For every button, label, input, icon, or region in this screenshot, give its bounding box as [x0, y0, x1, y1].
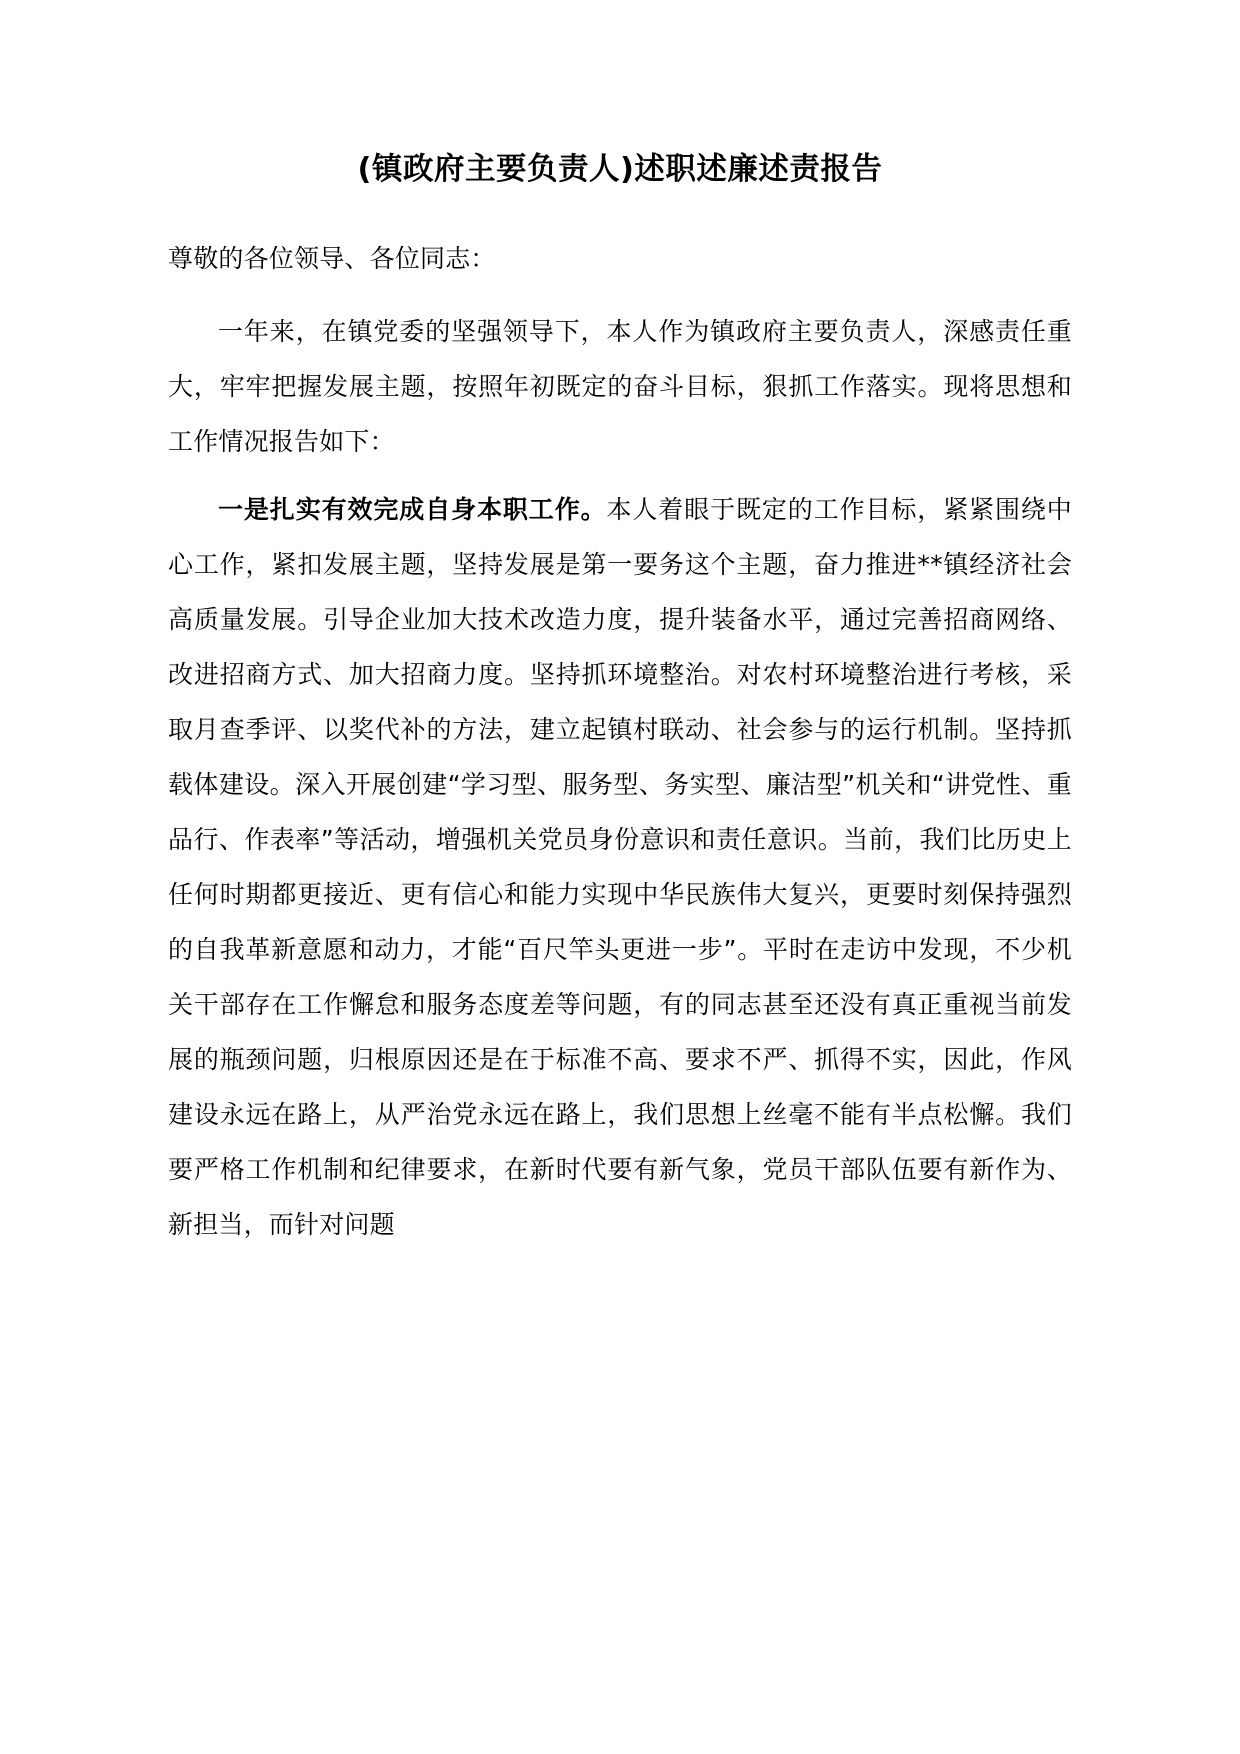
page-title: (镇政府主要负责人)述职述廉述责报告 — [357, 152, 883, 187]
salutation-line: 尊敬的各位领导、各位同志： — [168, 243, 496, 273]
paragraph-intro: 一年来，在镇党委的坚强领导下，本人作为镇政府主要负责人，深感责任重大，牢牢把握发展主题，按照年初既定的奋斗目标，狠抓工作落实。现将思想和工作情况报告如下： — [168, 316, 1072, 456]
section-one-lead: 一是扎实有效完成自身本职工作。 — [218, 494, 607, 524]
paragraph-section-one — [168, 469, 1072, 1252]
document-body — [168, 0, 1072, 1252]
section-one-text: 本人着眼于既定的工作目标，紧紧围绕中心工作，紧扣发展主题，坚持发展是第一要务这个主题，奋力推进**镇经济社会高质量发展。引导企业加大技术改造力度，提升装备水平，通过完善招商网络、改进招商方式、加大招商力度。坚持抓环境整治。对农村环境整治进行考核，采取月查季评、以奖代补的方法，建立起镇村联动、社会参与的运行机制。坚持抓载体建设。深入开展创建“学习型、服务型、务实型、廉洁型”机关和“讲党性、重品行、作表率”等活动，增强机关党员身份意识和责任意识。当前，我们比历史上任何时期都更接近、更有信心和能力实现中华民族伟大复兴，更要时刻保持强烈的自我革新意愿和动力，才能“百尺竿头更进一步”。平时在走访中发现，不少机关干部存在工作懈怠和服务态度差等问题，有的同志甚至还没有真正重视当前发展的瓶颈问题，归根原因还是在于标准不高、要求不严、抓得不实，因此，作风建设永远在路上，从严治党永远在路上，我们思想上丝毫不能有半点松懈。我们要严格工作机制和纪律要求，在新时代要有新气象，党员干部队伍要有新作为、新担当，而针对问题 — [168, 494, 1072, 1239]
